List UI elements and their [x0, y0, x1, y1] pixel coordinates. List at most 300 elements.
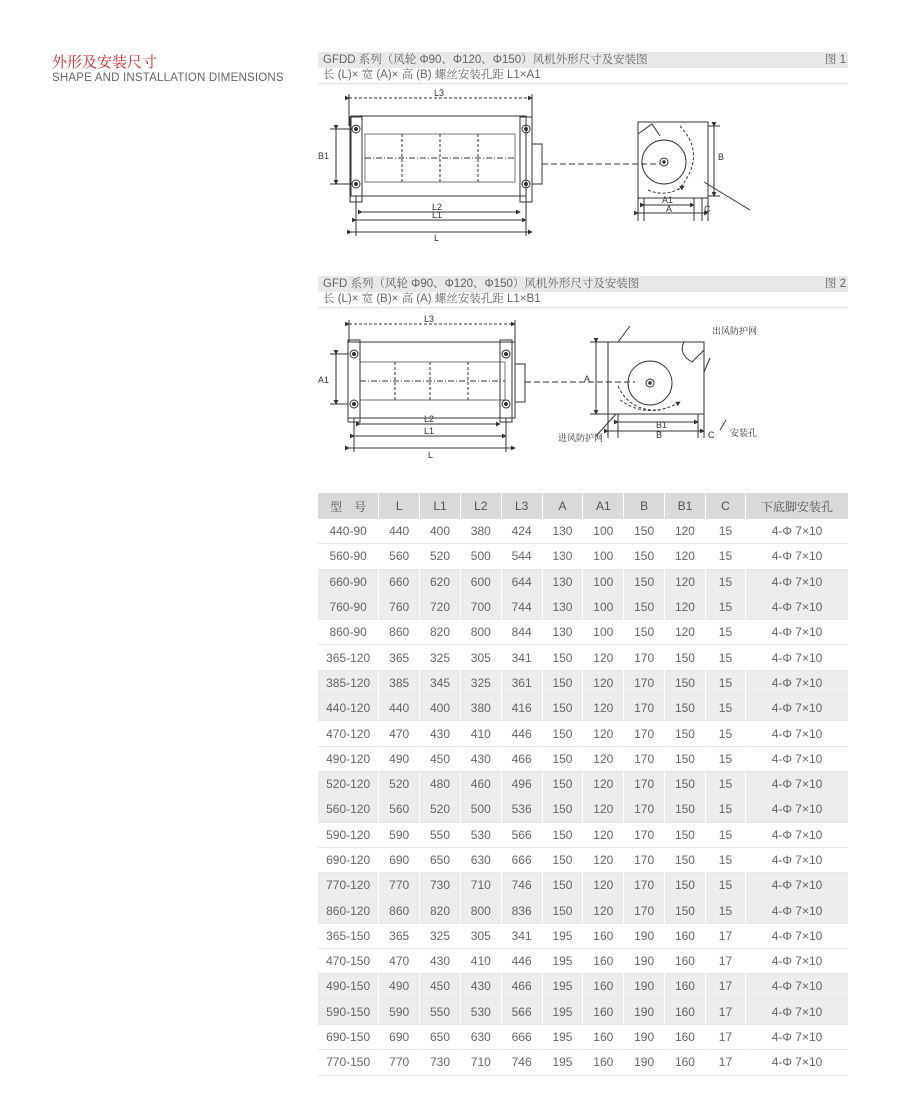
table-cell: 446 [501, 949, 542, 974]
table-cell: 4-Φ 7×10 [746, 999, 848, 1024]
table-cell: 160 [665, 1024, 706, 1049]
table-cell: 466 [501, 746, 542, 771]
table-cell: 440-120 [318, 696, 379, 721]
table-cell: 341 [501, 923, 542, 948]
table-cell: 470-150 [318, 949, 379, 974]
table-row [318, 847, 848, 872]
table-cell: 520 [379, 771, 420, 796]
table-cell: 150 [542, 898, 583, 923]
table-cell: 130 [542, 569, 583, 594]
table-row [318, 594, 848, 619]
column-header: L2 [460, 493, 501, 519]
table-cell: 160 [583, 974, 624, 999]
figure1-subcaption-bar [318, 68, 848, 84]
label2-l3: L3 [424, 314, 435, 324]
label2-l: L [428, 450, 434, 460]
table-cell: 305 [460, 645, 501, 670]
table-cell: 150 [665, 670, 706, 695]
table-cell: 15 [705, 746, 745, 771]
table-cell: 760 [379, 594, 420, 619]
table-cell: 150 [542, 822, 583, 847]
table-cell: 4-Φ 7×10 [771, 853, 823, 867]
table-cell: 170 [624, 822, 665, 847]
label2-b1: B1 [656, 420, 668, 430]
table-cell: 120 [583, 898, 624, 923]
table-cell: 17 [705, 923, 745, 948]
table-cell: 120 [583, 670, 624, 695]
table-cell: 120 [583, 645, 624, 670]
label2-mount-hole: 安装孔 [730, 428, 758, 438]
table-cell: 15 [705, 544, 745, 569]
table-cell: 120 [665, 594, 706, 619]
table-cell: 15 [705, 620, 745, 645]
table-cell: 150 [542, 873, 583, 898]
table-cell: 770-120 [318, 873, 379, 898]
table-cell: 365-150 [318, 923, 379, 948]
table-cell: 190 [624, 949, 665, 974]
table-cell: 150 [665, 797, 706, 822]
table-cell: 190 [624, 923, 665, 948]
figure2-side-labels [558, 325, 757, 443]
table-cell: 566 [501, 999, 542, 1024]
table-cell: 195 [542, 1024, 583, 1049]
column-header: B [624, 493, 665, 519]
table-cell: 325 [420, 645, 461, 670]
table-row [318, 670, 848, 695]
table-cell: 710 [460, 1050, 501, 1075]
table-cell: 800 [460, 620, 501, 645]
table-cell: 860-120 [318, 898, 379, 923]
table-row [318, 746, 848, 771]
table-cell: 690-120 [318, 847, 379, 872]
table-cell: 17 [705, 949, 745, 974]
table-header-row [318, 493, 848, 519]
table-cell: 720 [420, 594, 461, 619]
table-row [318, 645, 848, 670]
column-header: C [705, 493, 745, 519]
table-cell: 820 [420, 898, 461, 923]
label-b1: B1 [318, 151, 330, 161]
table-cell: 550 [420, 999, 461, 1024]
table-cell: 15 [705, 569, 745, 594]
table-cell: 15 [705, 797, 745, 822]
table-cell: 170 [624, 771, 665, 796]
table-row [318, 519, 848, 544]
table-cell: 424 [501, 519, 542, 544]
table-cell: 4-Φ 7×10 [771, 524, 823, 539]
column-header: L [379, 493, 420, 519]
table-cell: 566 [501, 822, 542, 847]
table-cell: 490 [379, 746, 420, 771]
label2-c: C [708, 430, 715, 440]
column-header: B1 [665, 493, 706, 519]
table-cell: 120 [583, 696, 624, 721]
table-cell: 150 [542, 797, 583, 822]
table-cell: 500 [460, 544, 501, 569]
table-cell: 190 [624, 999, 665, 1024]
table-cell: 700 [460, 594, 501, 619]
table-cell: 650 [420, 1024, 461, 1049]
figure1-subcaption: 长 (L)× 宽 (A)× 高 (B) 螺丝安装孔距 L1×A1 [323, 69, 541, 81]
table-cell: 4-Φ 7×10 [746, 771, 848, 796]
section-title: 外形及安装尺寸 [52, 54, 158, 71]
label-l1: L1 [432, 210, 443, 220]
table-cell: 160 [665, 999, 706, 1024]
table-cell: 150 [665, 645, 706, 670]
table-cell: 770 [379, 1050, 420, 1075]
table-cell: 466 [501, 974, 542, 999]
table-cell: 130 [542, 519, 583, 544]
label2-l2: L2 [424, 414, 435, 424]
table-cell: 150 [542, 645, 583, 670]
table-cell: 416 [501, 696, 542, 721]
table-cell: 160 [583, 949, 624, 974]
table-cell: 800 [460, 898, 501, 923]
table-cell: 15 [705, 670, 745, 695]
table-cell: 544 [501, 544, 542, 569]
table-cell: 820 [420, 620, 461, 645]
table-cell: 430 [460, 974, 501, 999]
table-cell: 446 [501, 721, 542, 746]
table-row [318, 822, 848, 847]
table-cell: 450 [420, 746, 461, 771]
table-cell: 365 [379, 923, 420, 948]
table-cell: 150 [665, 898, 706, 923]
table-cell: 450 [420, 974, 461, 999]
table-cell: 4-Φ 7×10 [746, 594, 848, 619]
label-c: C [704, 204, 711, 214]
table-row [318, 949, 848, 974]
table-cell: 470-120 [318, 721, 379, 746]
table-cell: 150 [665, 721, 706, 746]
table-cell: 120 [583, 721, 624, 746]
table-cell: 746 [501, 1050, 542, 1075]
table-cell: 170 [624, 873, 665, 898]
table-cell: 305 [460, 923, 501, 948]
table-cell: 15 [705, 771, 745, 796]
table-row [318, 569, 848, 594]
table-cell: 4-Φ 7×10 [746, 797, 848, 822]
table-cell: 325 [420, 923, 461, 948]
table-cell: 490 [379, 974, 420, 999]
table-cell: 710 [460, 873, 501, 898]
table-cell: 160 [583, 923, 624, 948]
table-cell: 620 [420, 569, 461, 594]
table-cell: 150 [624, 569, 665, 594]
table-cell: 400 [420, 696, 461, 721]
table-cell: 660-90 [318, 569, 379, 594]
table-cell: 690 [379, 1024, 420, 1049]
table-cell: 120 [665, 569, 706, 594]
table-cell: 410 [460, 721, 501, 746]
table-cell: 500 [460, 797, 501, 822]
table-cell: 630 [460, 1024, 501, 1049]
table-cell: 4-Φ 7×10 [746, 670, 848, 695]
table-cell: 480 [420, 771, 461, 796]
table-cell: 860 [379, 898, 420, 923]
table-row [318, 620, 848, 645]
table-cell: 100 [583, 620, 624, 645]
table-cell: 130 [542, 594, 583, 619]
table-cell: 170 [624, 721, 665, 746]
table-cell: 170 [624, 746, 665, 771]
label2-inlet-guard: 进风防护网 [558, 433, 604, 443]
figure1-number: 图 1 [824, 54, 846, 66]
table-cell: 430 [420, 721, 461, 746]
table-cell: 150 [624, 544, 665, 569]
table-cell: 730 [420, 1050, 461, 1075]
table-cell: 4-Φ 7×10 [771, 1030, 823, 1045]
table-cell: 644 [501, 569, 542, 594]
table-cell: 690-150 [318, 1024, 379, 1049]
table-row [318, 1024, 848, 1049]
table-cell: 400 [420, 519, 461, 544]
table-cell: 120 [665, 544, 706, 569]
table-cell: 4-Φ 7×10 [746, 974, 848, 999]
label2-outlet-guard: 出风防护网 [712, 326, 758, 336]
table-cell: 380 [460, 696, 501, 721]
table-cell: 746 [501, 873, 542, 898]
table-cell: 15 [705, 645, 745, 670]
table-cell: 361 [501, 670, 542, 695]
table-cell: 170 [624, 696, 665, 721]
label-l3: L3 [434, 88, 445, 98]
table-cell: 341 [501, 645, 542, 670]
table-cell: 770-150 [318, 1050, 379, 1075]
table-cell: 660 [379, 569, 420, 594]
table-cell: 560 [379, 544, 420, 569]
table-row [318, 721, 848, 746]
table-cell: 470 [379, 949, 420, 974]
table-cell: 150 [542, 670, 583, 695]
table-cell: 520 [420, 544, 461, 569]
label-a: A [666, 204, 673, 214]
table-cell: 150 [665, 696, 706, 721]
table-cell: 440 [379, 519, 420, 544]
table-cell: 170 [624, 898, 665, 923]
table-cell: 120 [583, 746, 624, 771]
table-cell: 4-Φ 7×10 [771, 751, 823, 766]
column-header: 型 号 [318, 493, 379, 519]
table-cell: 630 [460, 847, 501, 872]
table-cell: 150 [542, 696, 583, 721]
table-cell: 150 [542, 771, 583, 796]
table-cell: 120 [665, 620, 706, 645]
label2-a: A [584, 374, 591, 384]
figure2-subcaption-bar [318, 292, 848, 308]
table-cell: 490-150 [318, 974, 379, 999]
table-cell: 195 [542, 999, 583, 1024]
table-cell: 160 [583, 1050, 624, 1075]
table-cell: 15 [705, 873, 745, 898]
table-row [318, 544, 848, 569]
table-cell: 325 [460, 670, 501, 695]
table-cell: 365 [379, 645, 420, 670]
table-cell: 150 [665, 822, 706, 847]
table-cell: 160 [665, 974, 706, 999]
table-cell: 150 [624, 519, 665, 544]
table-cell: 120 [583, 771, 624, 796]
table-cell: 190 [624, 974, 665, 999]
table-cell: 496 [501, 771, 542, 796]
table-cell: 17 [705, 999, 745, 1024]
label-l: L [434, 233, 440, 243]
column-header: A1 [583, 493, 624, 519]
table-cell: 365-120 [318, 645, 379, 670]
table-cell: 836 [501, 898, 542, 923]
table-cell: 100 [583, 569, 624, 594]
table-row [318, 999, 848, 1024]
table-cell: 440-90 [318, 519, 379, 544]
table-cell: 170 [624, 847, 665, 872]
label-b: B [718, 152, 725, 162]
table-cell: 4-Φ 7×10 [771, 928, 823, 943]
table-cell: 380 [460, 519, 501, 544]
table-cell: 520 [420, 797, 461, 822]
table-row [318, 1050, 848, 1075]
column-header: L1 [420, 493, 461, 519]
figure1-caption-bar [318, 52, 848, 68]
table-cell: 150 [542, 721, 583, 746]
spec-table [318, 493, 848, 1076]
table-cell: 4-Φ 7×10 [746, 898, 848, 923]
table-cell: 170 [624, 645, 665, 670]
table-cell: 860-90 [318, 620, 379, 645]
table-cell: 100 [583, 544, 624, 569]
table-cell: 17 [705, 1024, 745, 1049]
table-cell: 160 [583, 999, 624, 1024]
table-cell: 15 [705, 519, 745, 544]
table-cell: 520-120 [318, 771, 379, 796]
table-cell: 4-Φ 7×10 [771, 650, 823, 665]
table-cell: 560 [379, 797, 420, 822]
table-cell: 730 [420, 873, 461, 898]
table-cell: 666 [501, 1024, 542, 1049]
table-row [318, 696, 848, 721]
figure2-subcaption: 长 (L)× 宽 (B)× 高 (A) 螺丝安装孔距 L1×B1 [323, 293, 541, 305]
table-cell: 120 [583, 847, 624, 872]
figure2-caption: GFD 系列（风轮 Φ90、Φ120、Φ150）风机外形尺寸及安装图 [323, 278, 640, 290]
table-row [318, 771, 848, 796]
fan-front-view [330, 94, 660, 236]
table-cell: 130 [542, 620, 583, 645]
table-cell: 410 [460, 949, 501, 974]
table-cell: 860 [379, 620, 420, 645]
table-cell: 560-90 [318, 544, 379, 569]
table-cell: 160 [583, 1024, 624, 1049]
table-cell: 600 [460, 569, 501, 594]
table-cell: 4-Φ 7×10 [771, 827, 823, 842]
table-row [318, 873, 848, 898]
fan-side-view [638, 122, 750, 221]
figure2-caption-bar [318, 276, 848, 292]
table-cell: 15 [705, 847, 745, 872]
table-cell: 160 [665, 923, 706, 948]
table-cell: 4-Φ 7×10 [771, 625, 823, 640]
label2-b: B [656, 430, 663, 440]
table-cell: 770 [379, 873, 420, 898]
table-cell: 195 [542, 923, 583, 948]
table-cell: 490-120 [318, 746, 379, 771]
table-cell: 100 [583, 594, 624, 619]
figure2-front-labels [318, 314, 434, 460]
column-header: L3 [501, 493, 542, 519]
table-cell: 440 [379, 696, 420, 721]
table-cell: 4-Φ 7×10 [771, 954, 823, 969]
table-row [318, 974, 848, 999]
table-cell: 385 [379, 670, 420, 695]
table-cell: 150 [665, 771, 706, 796]
table-cell: 150 [542, 847, 583, 872]
table-cell: 195 [542, 974, 583, 999]
table-cell: 560-120 [318, 797, 379, 822]
figure1-caption: GFDD 系列（风轮 Φ90、Φ120、Φ150）风机外形尺寸及安装图 [323, 54, 648, 66]
table-cell: 650 [420, 847, 461, 872]
table-cell: 195 [542, 949, 583, 974]
table-cell: 844 [501, 620, 542, 645]
table-cell: 17 [705, 974, 745, 999]
table-cell: 550 [420, 822, 461, 847]
table-cell: 4-Φ 7×10 [746, 696, 848, 721]
table-cell: 150 [665, 873, 706, 898]
table-cell: 590-150 [318, 999, 379, 1024]
label-l2: L2 [432, 202, 443, 212]
table-cell: 120 [583, 873, 624, 898]
table-cell: 430 [420, 949, 461, 974]
table-cell: 15 [705, 594, 745, 619]
table-cell: 15 [705, 822, 745, 847]
table-cell: 120 [665, 519, 706, 544]
table-row [318, 923, 848, 948]
table-cell: 530 [460, 999, 501, 1024]
table-cell: 760-90 [318, 594, 379, 619]
table-cell: 590 [379, 822, 420, 847]
table-cell: 130 [542, 544, 583, 569]
table-cell: 4-Φ 7×10 [746, 569, 848, 594]
column-header: 下底脚安装孔 [746, 493, 848, 519]
table-cell: 160 [665, 1050, 706, 1075]
table-cell: 150 [624, 620, 665, 645]
table-cell: 345 [420, 670, 461, 695]
figure1-drawing [300, 86, 890, 246]
table-cell: 744 [501, 594, 542, 619]
table-cell: 150 [665, 746, 706, 771]
column-header: A [542, 493, 583, 519]
table-cell: 4-Φ 7×10 [771, 549, 823, 564]
table-cell: 590 [379, 999, 420, 1024]
table-cell: 150 [665, 847, 706, 872]
table-cell: 195 [542, 1050, 583, 1075]
table-cell: 170 [624, 797, 665, 822]
table-cell: 590-120 [318, 822, 379, 847]
table-cell: 15 [705, 696, 745, 721]
label2-l1: L1 [424, 426, 435, 436]
figure2-number: 图 2 [824, 278, 846, 290]
table-cell: 190 [624, 1024, 665, 1049]
table-cell: 470 [379, 721, 420, 746]
table-cell: 160 [665, 949, 706, 974]
table-cell: 4-Φ 7×10 [771, 1055, 823, 1070]
table-cell: 4-Φ 7×10 [771, 726, 823, 741]
section-subtitle: SHAPE AND INSTALLATION DIMENSIONS [52, 72, 284, 84]
table-cell: 120 [583, 797, 624, 822]
table-cell: 190 [624, 1050, 665, 1075]
label-a1: A1 [662, 195, 674, 205]
table-row [318, 797, 848, 822]
table-cell: 430 [460, 746, 501, 771]
table-cell: 530 [460, 822, 501, 847]
label2-a1: A1 [318, 375, 330, 385]
